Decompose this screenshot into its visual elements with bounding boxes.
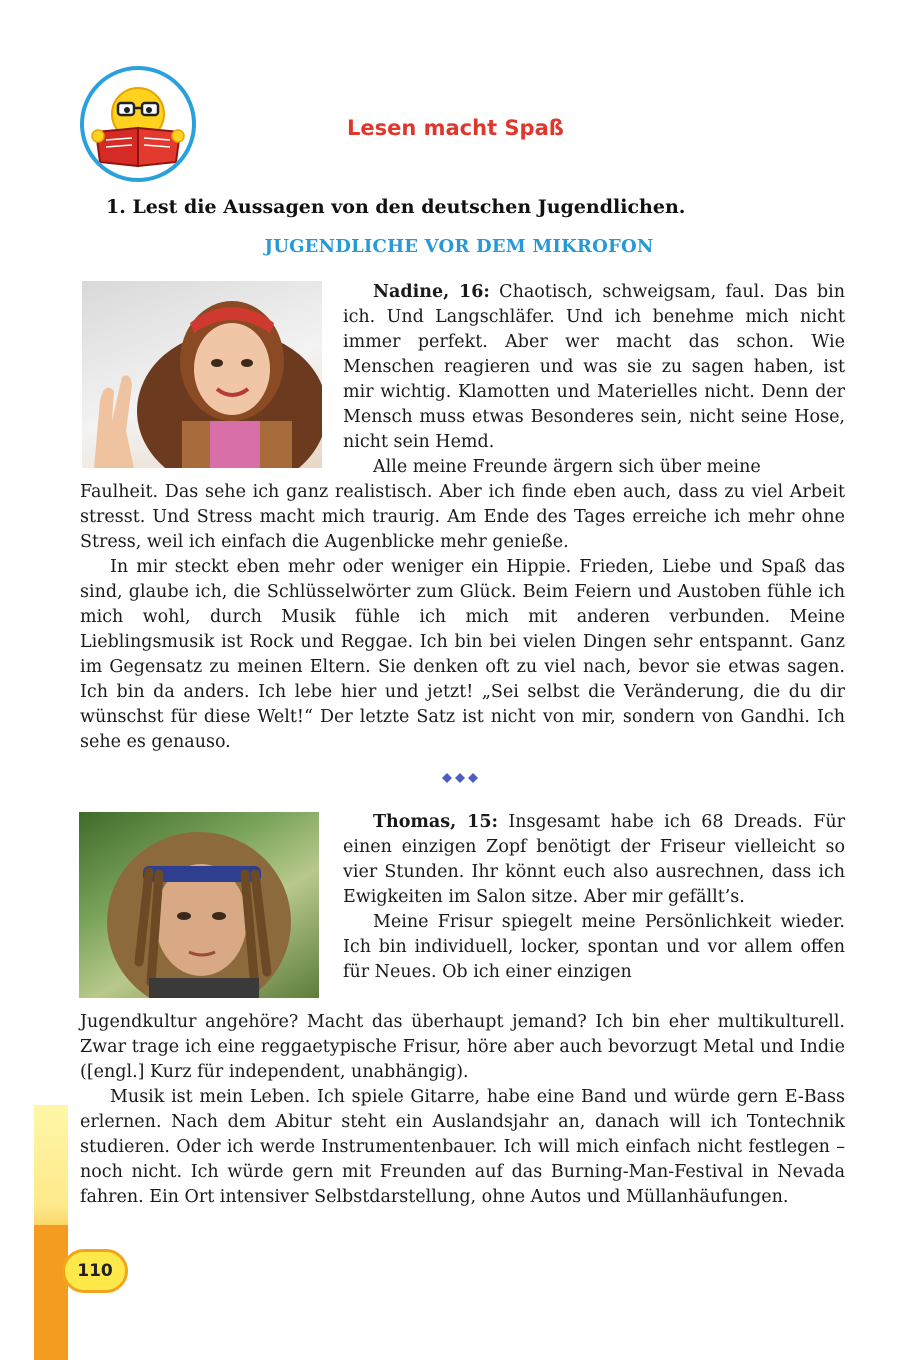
thomas-paragraph-2: Jugendkultur angehöre? Macht das überhaupt jemand? Ich bin eher multikulturell. Zwar trage ich eine reggaetypische Frisur, höre aber auch bevorzugt Metal und Indie ([engl.] Kurz für independent, unabhängig). Musik ist mein Leben. Ich spiele Gitarre, habe eine Band und würde gern E-Bass erlernen. Nach dem Abitur steht ein Auslandsjahr an, danach will ich Tontechnik studieren. Oder ich werde Instrumentenbauer. Ich will mich einfach nicht festlegen – noch nicht. Ich würde gern mit Freunden auf das Burning-Man-Festival in Nevada fahren. Ein Ort intensiver Selbstdarstellung, ohne Autos und Müllanhäufungen. bbox=[80, 1012, 845, 1207]
nadine-photo bbox=[82, 281, 322, 468]
thomas-paragraph-1: Thomas, 15: Insgesamt habe ich 68 Dreads. Für einen einzigen Zopf benötigt der Friseur vielleicht so vier Stunden. Ihr könnt euch also ausrechnen, dass ich Ewigkeiten im Salon sitze. Aber mir gefällt’s. Meine Frisur spiegelt meine Persönlichkeit wieder. Ich bin individuell, locker, spontan und vor allem offen für Neues. Ob ich einer einzigen bbox=[343, 812, 846, 982]
nadine-paragraph-1: Nadine, 16: Chaotisch, schweigsam, faul. Das bin ich. Und Langschläfer. Und ich benehme mich nicht immer perfekt. Aber wer macht das schon. Wie Menschen reagieren und was sie zu sagen haben, ist mir wichtig. Klamotten und Materielles nicht. Denn der Mensch muss etwas Besonderes sein, nicht seine Hose, nicht sein Hemd. Alle meine Freunde ärgern sich über meine bbox=[343, 282, 845, 477]
reading-smiley-icon bbox=[80, 66, 196, 182]
lesson-title: Lesen macht Spaß bbox=[347, 116, 564, 140]
nadine-paragraph-2: Faulheit. Das sehe ich ganz realistisch. Aber ich finde eben auch, dass zu viel Arbeit stresst. Und Stress macht mich traurig. Am Ende des Tages erreiche ich mehr ohne Stress, weil ich einfach die Augenblicke mehr genieße. In mir steckt eben mehr oder weniger ein Hippie. Frieden, Liebe und Spaß das sind, glaube ich, die Schlüsselwörter zum Glück. Beim Feiern und Austoben fühle ich mich wohl, durch Musik fühle ich mich mit anderen verbunden. Meine Lieblingsmusik ist Rock und Reggae. Ich bin bei vielen Dingen sehr entspannt. Ganz im Gegensatz zu meinen Eltern. Sie denken oft zu viel nach, bevor sie etwas sagen. Ich bin da anders. Ich lebe hier und jetzt! „Sei selbst die Veränderung, die du dir wünschst für diese Welt!“ Der letzte Satz ist nicht von mir, sondern von Gandhi. Ich sehe es genauso. bbox=[80, 482, 845, 752]
side-color-strip-lower bbox=[34, 1225, 68, 1360]
speaker-name: Nadine, 16: bbox=[373, 282, 490, 302]
section-heading: JUGENDLICHE VOR DEM MIKROFON bbox=[264, 236, 654, 257]
page-number-badge: 110 bbox=[62, 1249, 128, 1293]
speaker-name: Thomas, 15: bbox=[373, 812, 498, 832]
task-instruction: 1. Lest die Aussagen von den deutschen Jugendlichen. bbox=[106, 196, 686, 218]
diamond-separator-icon bbox=[441, 770, 481, 784]
thomas-photo bbox=[79, 812, 319, 998]
